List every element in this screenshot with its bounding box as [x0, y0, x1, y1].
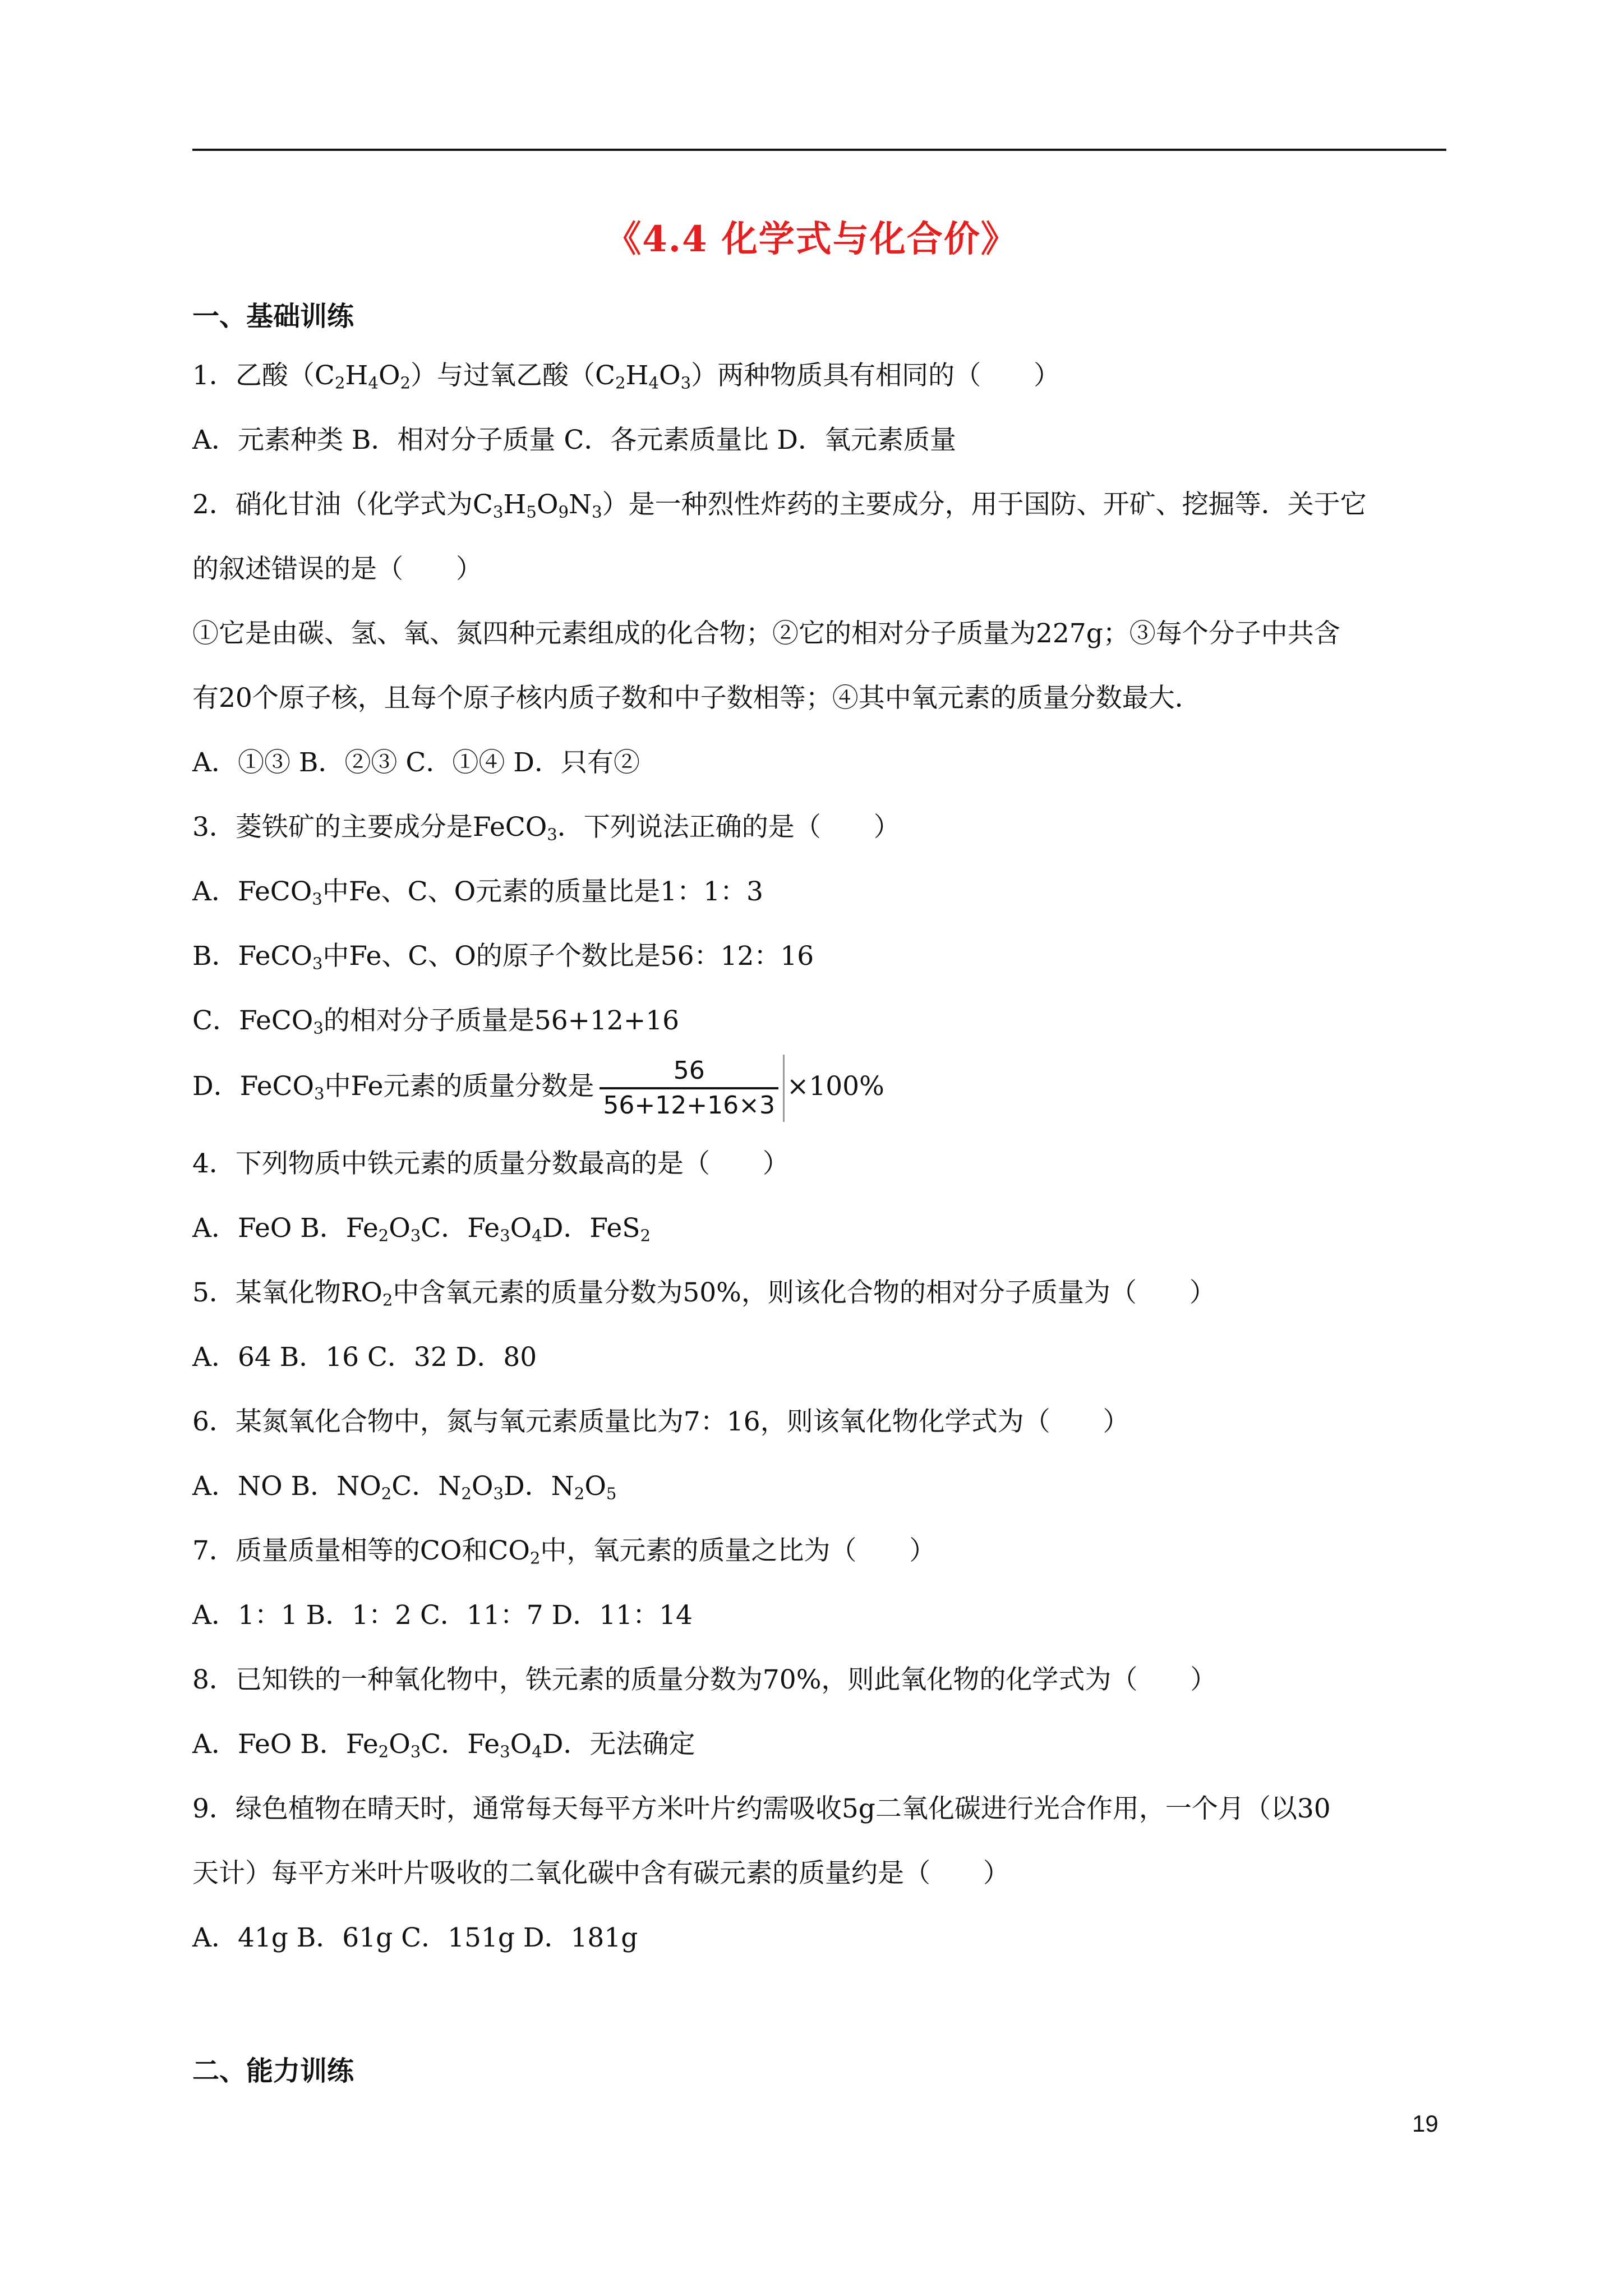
question-2-stem: 2．硝化甘油（化学式为$C_3H_5O_9N_3$）是一种烈性炸药的主要成分，用于国防、开矿、挖掘等．关于它 — [192, 489, 1367, 522]
mass-fraction-formula: $\frac{56}{56+12+16\times 3}$ — [596, 1055, 785, 1122]
section-basic-heading: 一、基础训练 — [192, 301, 354, 332]
question-8-options: A．FeO B．$Fe_2O_3C$．$Fe_3O_4D$．无法确定 — [192, 1729, 695, 1761]
question-3-option-d: D．FeCO$_3$中Fe元素的质量分数是 $\frac{56}{56+12+16\times 3}$ ×100% — [192, 1055, 884, 1122]
question-4-options: A．FeO B．$Fe_2O_3C$．$Fe_3O_4D$．FeS$_2$ — [192, 1213, 651, 1245]
question-9-stem-line2: 天计）每平方米叶片吸收的二氧化碳中含有碳元素的质量约是（ ） — [192, 1858, 1009, 1889]
question-6-options: A．NO B．$NO_2C$．$N_2O_3D$．$N_2O_5$ — [192, 1471, 617, 1503]
question-5-stem: 5．某氧化物$RO_2$中含氧元素的质量分数为50%，则该化合物的相对分子质量为（ ） — [192, 1277, 1216, 1310]
header-rule — [192, 149, 1446, 151]
question-7-options: A．1：1 B．1：2 C．11：7 D．11：14 — [192, 1600, 693, 1631]
question-3-option-b: B．FeCO$_3$中Fe、C、O的原子个数比是56：12：16 — [192, 941, 814, 973]
section-ability-heading: 二、能力训练 — [192, 2055, 354, 2087]
page-number: 19 — [1412, 2110, 1438, 2137]
question-3-stem: 3．菱铁矿的主要成分是FeCO$_3$．下列说法正确的是（ ） — [192, 812, 900, 844]
question-3-option-a: A．FeCO$_3$中Fe、C、O元素的质量比是1：1：3 — [192, 876, 763, 909]
question-1-options: A．元素种类 B．相对分子质量 C．各元素质量比 D．氧元素质量 — [192, 425, 956, 455]
question-9-stem: 9．绿色植物在晴天时，通常每天每平方米叶片约需吸收5g二氧化碳进行光合作用，一个月（以30 — [192, 1793, 1331, 1824]
question-2-items-line1: ①它是由碳、氢、氧、氮四种元素组成的化合物；②它的相对分子质量为227g；③每个分子中共含 — [192, 618, 1340, 649]
page-title: 《4.4 化学式与化合价》 — [605, 218, 1018, 260]
question-1-stem: 1．乙酸$(C_2H_4O_2)$与过氧乙酸$(C_2H_4O_3)$两种物质具有相同的（ ） — [192, 360, 1061, 393]
question-2-stem-line2: 的叙述错误的是（ ） — [192, 554, 482, 585]
question-4-stem: 4．下列物质中铁元素的质量分数最高的是（ ） — [192, 1148, 789, 1179]
question-5-options: A．64 B．16 C．32 D．80 — [192, 1342, 537, 1373]
question-6-stem: 6．某氮氧化合物中，氮与氧元素质量比为7：16，则该氧化物化学式为（ ） — [192, 1406, 1129, 1437]
question-2-items-line2: 有20个原子核，且每个原子核内质子数和中子数相等；④其中氧元素的质量分数最大． — [192, 683, 1201, 714]
question-3-option-c: C．FeCO$_3$的相对分子质量是56+12+16 — [192, 1005, 680, 1038]
question-9-options: A．41g B．61g C．151g D．181g — [192, 1922, 638, 1953]
question-7-stem: 7．质量质量相等的CO和$CO_2$中，氧元素的质量之比为（ ） — [192, 1535, 936, 1568]
question-8-stem: 8．已知铁的一种氧化物中，铁元素的质量分数为70%，则此氧化物的化学式为（ ） — [192, 1664, 1217, 1695]
question-2-options: A．①③ B．②③ C．①④ D．只有② — [192, 747, 640, 778]
